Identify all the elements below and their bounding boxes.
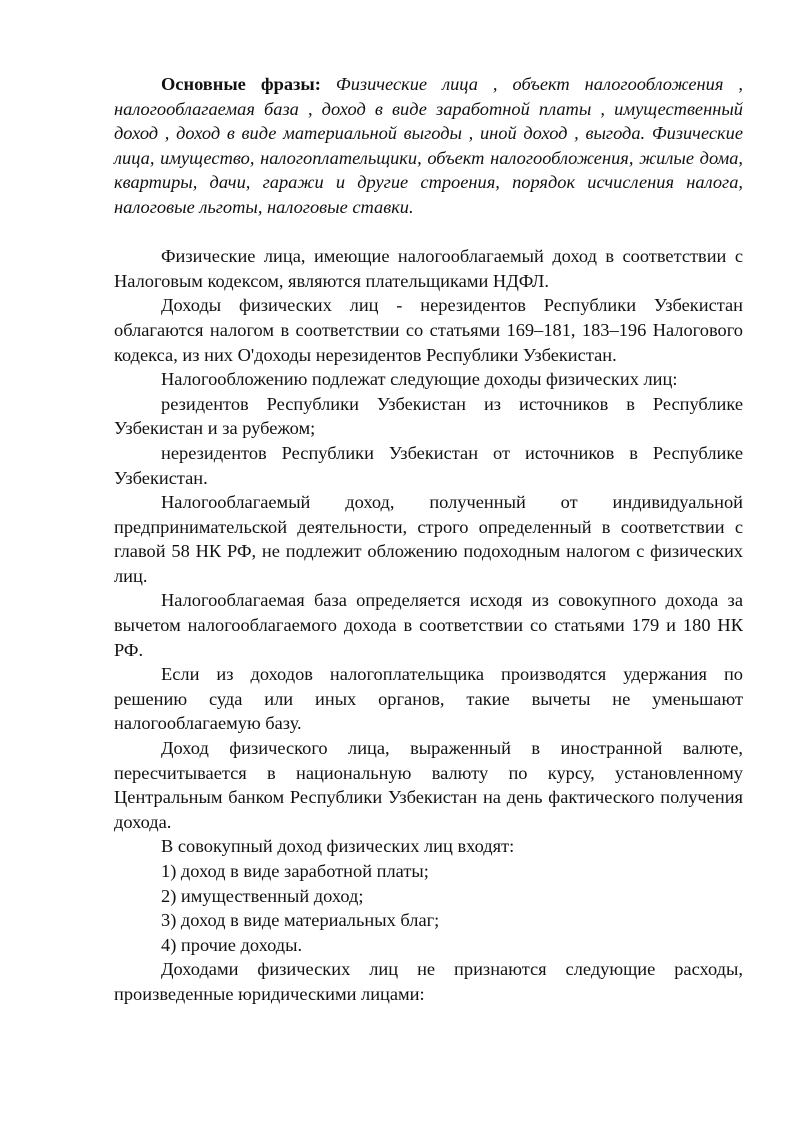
paragraph-court-deductions: Если из доходов налогоплательщика производятся удержания по решению суда или иных органов, такие вычеты не уменьшают налогооблагаемую базу. [114, 664, 743, 734]
paragraph-ndfl-payers: Физические лица, имеющие налогооблагаемый доход в соответствии с Налоговым кодексом, являются плательщиками НДФЛ. [114, 246, 743, 291]
paragraph-tax-base: Налогооблагаемая база определяется исходя из совокупного дохода за вычетом налогооблагаемого дохода в соответствии со статьями 179 и 180 НК РФ. [114, 590, 743, 660]
key-phrases-paragraph [114, 72, 743, 220]
paragraph-taxable-income-intro: Налогообложению подлежат следующие доходы физических лиц: [161, 369, 678, 390]
paragraph-nonresident-income: Доходы физических лиц - нерезидентов Республики Узбекистан облагаются налогом в соответствии со статьями 169–181, 183–196 Налогового кодекса, из них O'доходы нерезидентов Республики Узбекистан. [114, 295, 743, 365]
paragraph-gap [114, 220, 743, 245]
document-page [114, 72, 743, 1007]
paragraph-entrepreneurial-income: Налогооблагаемый доход, полученный от индивидуальной предпринимательской деятельности, строго определенный в соответствии с главой 58 НК РФ, не подлежит обложению подоходным налогом с физических лиц. [114, 492, 743, 586]
list-item: 2) имущественный доход; [161, 885, 364, 906]
list-item: 4) прочие доходы. [161, 934, 303, 955]
paragraph-non-income-expenses: Доходами физических лиц не признаются следующие расходы, произведенные юридическими лицами: [114, 959, 743, 1004]
key-phrases-label: Основные фразы: [161, 74, 321, 94]
paragraph-total-income-intro: В совокупный доход физических лиц входят: [161, 836, 515, 857]
paragraph-residents: резидентов Республики Узбекистан из источников в Республике Узбекистан и за рубежом; [114, 393, 743, 439]
key-phrases-text: Физические лица , объект налогообложения , налогооблагаемая база , доход в виде заработной платы , имущественный доход , доход в виде материальной выгоды , иной доход , выгода. Физические лица, имущество, налогоплательщики, объект налогообложения, жилые дома, квартиры, дачи, гаражи и другие строения, порядок исчисления налога, налоговые льготы, налоговые ставки. [114, 74, 743, 217]
list-item: 1) доход в виде заработной платы; [161, 861, 429, 881]
paragraph-nonresidents: нерезидентов Республики Узбекистан от источников в Республике Узбекистан. [114, 442, 743, 488]
paragraph-foreign-currency: Доход физического лица, выраженный в иностранной валюте, пересчитывается в национальную валюту по курсу, установленному Центральным банком Республики Узбекистан на день фактического получения дохода. [114, 738, 743, 832]
list-item: 3) доход в виде материальных благ; [161, 910, 440, 931]
